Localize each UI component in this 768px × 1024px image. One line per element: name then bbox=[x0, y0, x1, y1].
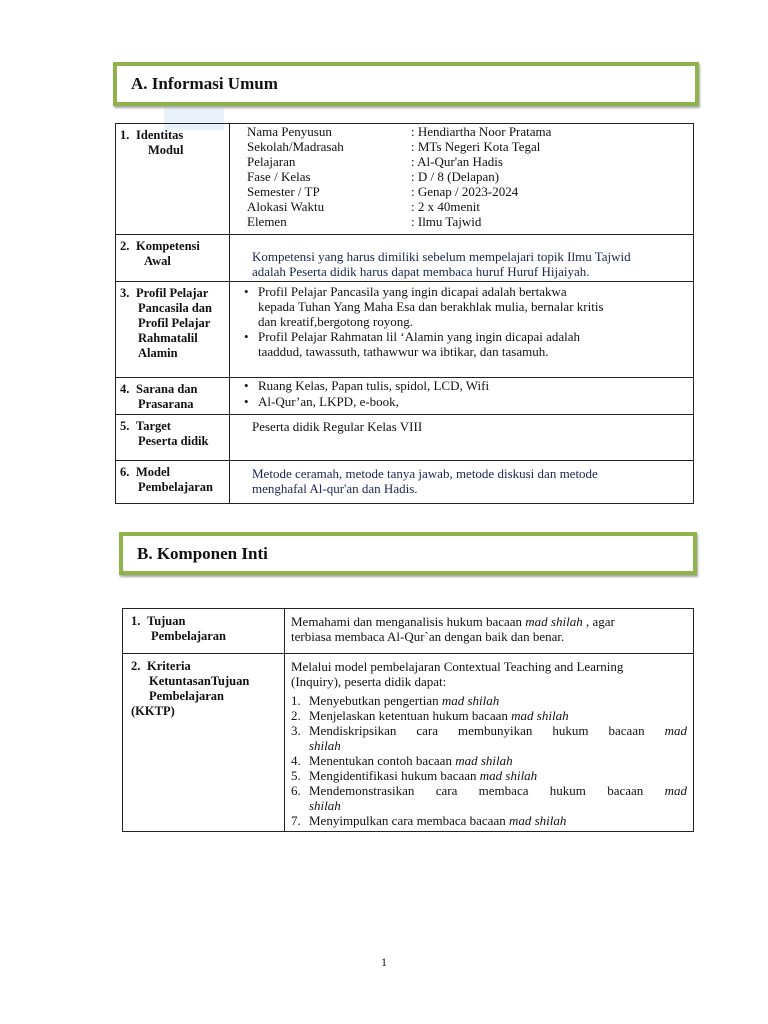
identitas-values bbox=[230, 124, 694, 235]
text-line: dan kreatif,bergotong royong. bbox=[258, 314, 413, 329]
label-number: 1. bbox=[120, 128, 130, 142]
label-number: 5. bbox=[120, 419, 130, 433]
page-number: 1 bbox=[381, 955, 387, 969]
step-number: 7. bbox=[291, 813, 301, 828]
kv-key: Fase / Kelas bbox=[247, 169, 311, 184]
tujuan-value bbox=[285, 609, 694, 654]
text-line: Melalui model pembelajaran Contextual Teaching and Learning bbox=[291, 659, 624, 674]
kv-key: Semester / TP bbox=[247, 184, 320, 199]
label-line: (KKTP) bbox=[131, 704, 175, 718]
label-line: Prasarana bbox=[138, 397, 194, 411]
step-text: Menjelaskan ketentuan hukum bacaan bbox=[309, 708, 512, 723]
term-mad-shilah: mad shilah bbox=[455, 753, 513, 768]
list-item: • Ruang Kelas, Papan tulis, spidol, LCD, Wifi bbox=[234, 378, 691, 393]
list-item bbox=[291, 768, 687, 783]
kv-value: : MTs Negeri Kota Tegal bbox=[411, 139, 541, 154]
informasi-umum-table bbox=[115, 123, 694, 504]
step-number: 1. bbox=[291, 693, 301, 708]
text-line: menghafal Al-qur'an dan Hadis. bbox=[252, 481, 418, 496]
label-number: 4. bbox=[120, 382, 130, 396]
label-line: Profil Pelajar bbox=[136, 286, 209, 300]
label-line: Identitas bbox=[136, 128, 184, 142]
text-line: Peserta didik Regular Kelas VIII bbox=[252, 419, 423, 434]
kv-key: Elemen bbox=[247, 214, 287, 229]
sarana-value bbox=[230, 378, 694, 415]
label-line: Pembelajaran bbox=[151, 629, 226, 643]
label-number: 1. bbox=[131, 614, 141, 628]
kv-value: : Hendiartha Noor Pratama bbox=[411, 124, 552, 139]
list-item: • Al-Qur’an, LKPD, e-book, bbox=[234, 394, 691, 409]
section-b-heading bbox=[119, 532, 697, 575]
list-item bbox=[234, 284, 691, 329]
label-target bbox=[116, 415, 230, 461]
kv-value: : D / 8 (Delapan) bbox=[411, 169, 500, 184]
step-text: Mengidentifikasi hukum bacaan bbox=[309, 768, 480, 783]
term-mad-shilah: mad shilah bbox=[508, 813, 567, 828]
term-mad-shilah: mad shilah bbox=[479, 768, 538, 783]
kv-key: Sekolah/Madrasah bbox=[247, 139, 344, 154]
label-tujuan bbox=[123, 609, 285, 654]
text-segment: , agar bbox=[582, 614, 615, 629]
label-number: 6. bbox=[120, 465, 130, 479]
label-line: Modul bbox=[148, 143, 184, 157]
label-line: Rahmatalil bbox=[138, 331, 198, 345]
label-number: 2. bbox=[131, 659, 141, 673]
model-value bbox=[230, 461, 694, 504]
list-item bbox=[291, 708, 687, 723]
kv-row bbox=[238, 214, 691, 229]
kv-value: : Al-Qur'an Hadis bbox=[411, 154, 503, 169]
sarana-list bbox=[234, 378, 691, 409]
text-line: • Profil Pelajar Pancasila yang ingin dicapai adalah bertakwa bbox=[258, 284, 567, 299]
kktp-steps bbox=[291, 693, 687, 828]
term-mad: mad bbox=[664, 783, 687, 798]
row-sarana bbox=[116, 378, 694, 415]
text-line: • Profil Pelajar Rahmatan lil ‘Alamin yang ingin dicapai adalah bbox=[258, 329, 581, 344]
section-a-title: A. Informasi Umum bbox=[131, 74, 278, 93]
kv-value: : Genap / 2023-2024 bbox=[411, 184, 519, 199]
step-number: 2. bbox=[291, 708, 301, 723]
text-line: taaddud, tawassuth, tathawwur wa ibtikar, dan tasamuh. bbox=[258, 344, 549, 359]
kv-key: Nama Penyusun bbox=[247, 124, 332, 139]
section-b-title: B. Komponen Inti bbox=[137, 543, 268, 563]
label-sarana bbox=[116, 378, 230, 415]
kriteria-value bbox=[285, 654, 694, 832]
label-line: Profil Pelajar bbox=[138, 316, 211, 330]
step-number: 4. bbox=[291, 753, 301, 768]
step-number: 5. bbox=[291, 768, 301, 783]
list-item bbox=[291, 723, 687, 753]
kv-row bbox=[238, 199, 691, 214]
kompetensi-value bbox=[230, 235, 694, 282]
profil-list bbox=[234, 284, 691, 359]
label-line: Alamin bbox=[138, 346, 178, 360]
label-line: KetuntasanTujuan bbox=[149, 674, 250, 688]
step-number: 3. bbox=[291, 723, 301, 738]
step-number: 6. bbox=[291, 783, 301, 798]
text-line: terbiasa membaca Al-Qur`an dengan baik dan benar. bbox=[291, 629, 565, 644]
label-line: Awal bbox=[144, 254, 171, 268]
list-item bbox=[291, 783, 687, 813]
label-number: 2. bbox=[120, 239, 130, 253]
text-line: Metode ceramah, metode tanya jawab, metode diskusi dan metode bbox=[252, 466, 598, 481]
kv-row bbox=[238, 124, 691, 139]
kv-row bbox=[238, 184, 691, 199]
profil-value bbox=[230, 282, 694, 378]
step-text: Mendiskripsikan cara membunyikan hukum bacaan bbox=[309, 723, 665, 738]
label-identitas bbox=[116, 124, 230, 235]
label-line: Target bbox=[136, 419, 171, 433]
row-kriteria bbox=[123, 654, 694, 832]
label-line: Peserta didik bbox=[138, 434, 209, 448]
term-mad-shilah: mad shilah bbox=[441, 693, 500, 708]
label-line: Pancasila dan bbox=[138, 301, 212, 315]
term-mad-shilah: mad shilah bbox=[511, 708, 569, 723]
label-kriteria bbox=[123, 654, 285, 832]
row-profil bbox=[116, 282, 694, 378]
target-value bbox=[230, 415, 694, 461]
label-line: Pembelajaran bbox=[138, 480, 213, 494]
row-target bbox=[116, 415, 694, 461]
kv-row bbox=[238, 139, 691, 154]
label-kompetensi bbox=[116, 235, 230, 282]
section-a-heading bbox=[113, 62, 699, 106]
text-line: adalah Peserta didik harus dapat membaca huruf Huruf Hijaiyah. bbox=[252, 264, 590, 279]
list-item bbox=[291, 753, 687, 768]
list-item bbox=[234, 329, 691, 359]
label-line: Tujuan bbox=[147, 614, 186, 628]
text-segment: Memahami dan menganalisis hukum bacaan bbox=[291, 614, 526, 629]
term-mad: mad bbox=[664, 723, 687, 738]
row-model bbox=[116, 461, 694, 504]
komponen-inti-table bbox=[122, 608, 694, 832]
text-line: Kompetensi yang harus dimiliki sebelum mempelajari topik Ilmu Tajwid bbox=[252, 249, 631, 264]
label-line: Kriteria bbox=[147, 659, 191, 673]
text-line: (Inquiry), peserta didik dapat: bbox=[291, 674, 447, 689]
term-shilah: shilah bbox=[309, 738, 341, 753]
kv-row bbox=[238, 154, 691, 169]
label-line: Sarana dan bbox=[136, 382, 198, 396]
step-text: Mendemonstrasikan cara membaca hukum bacaan bbox=[309, 783, 665, 798]
kv-row bbox=[238, 169, 691, 184]
kv-value: : 2 x 40menit bbox=[411, 199, 480, 214]
label-model bbox=[116, 461, 230, 504]
list-item bbox=[291, 693, 687, 708]
label-number: 3. bbox=[120, 286, 130, 300]
list-item bbox=[291, 813, 687, 828]
row-kompetensi bbox=[116, 235, 694, 282]
step-text: Menyebutkan pengertian bbox=[309, 693, 442, 708]
row-tujuan bbox=[123, 609, 694, 654]
label-line: Model bbox=[136, 465, 171, 479]
text-line: kepada Tuhan Yang Maha Esa dan berakhlak mulia, bernalar kritis bbox=[258, 299, 604, 314]
kv-key: Pelajaran bbox=[247, 154, 296, 169]
step-text: Menentukan contoh bacaan bbox=[309, 753, 456, 768]
row-identitas bbox=[116, 124, 694, 235]
label-line: Kompetensi bbox=[136, 239, 200, 253]
term-mad-shilah: mad shilah bbox=[525, 614, 583, 629]
term-shilah: shilah bbox=[309, 798, 341, 813]
kv-value: : Ilmu Tajwid bbox=[411, 214, 482, 229]
kv-key: Alokasi Waktu bbox=[247, 199, 325, 214]
label-profil bbox=[116, 282, 230, 378]
step-text: Menyimpulkan cara membaca bacaan bbox=[309, 813, 509, 828]
label-line: Pembelajaran bbox=[149, 689, 224, 703]
